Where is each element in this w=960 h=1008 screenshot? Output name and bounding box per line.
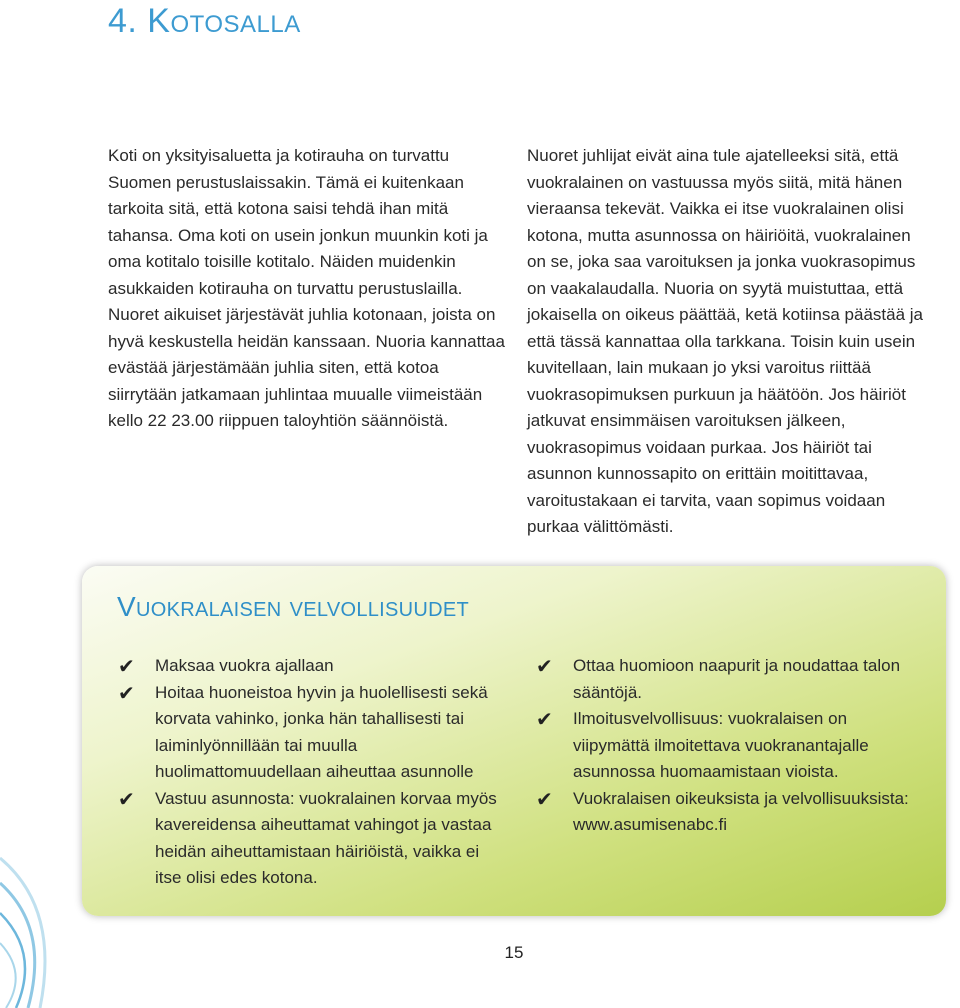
list-item [118, 653, 503, 680]
left-paragraph: Koti on yksityisaluetta ja kotirauha on turvattu Suomen perustuslaissakin. Tämä ei kuitenkaan tarkoita sitä, että kotona saisi tehdä ihan mitä tahansa. Oma koti on usein jonkun muunkin koti ja oma kotitalo toisille kotitalo. Näiden muidenkin asukkaiden kotirauha on turvattu perustuslailla. Nuoret aikuiset järjestävät juhlia kotonaan, joista on hyvä keskustella heidän kanssaan. Nuoria kannattaa evästää järjestämään juhlia siten, että kotoa siirrytään jatkamaan juhlintaa muualle viimeistään kello 22 23.00 riippuen taloyhtiön säännöistä. [108, 146, 505, 430]
list-item-text: Vastuu asunnosta: vuokralainen korvaa myös kavereidensa aiheuttamat vahingot ja vastaa heidän aiheuttamistaan häiriöistä, vaikka ei itse olisi edes kotona. [155, 788, 497, 887]
list-item-text: Ottaa huomioon naapurit ja noudattaa talon sääntöjä. [573, 656, 901, 702]
obligations-list-left [118, 653, 503, 892]
obligations-title: Vuokralaisen velvollisuudet [117, 591, 470, 622]
decorative-curves [0, 818, 90, 1008]
checkmark-icon: ✔ [118, 680, 135, 705]
list-item [118, 786, 503, 892]
right-paragraph: Nuoret juhlijat eivät aina tule ajatelleeksi sitä, että vuokralainen on vastuussa myös siitä, mitä hänen vieraansa tekevät. Vaikka ei itse vuokralainen olisi kotona, mutta asunnossa on häiriöitä, vuokralainen on se, joka saa varoituksen ja jonka vuokrasopimus on vaakalaudalla. Nuoria on syytä muistuttaa, että jokaisella on oikeus päättää, ketä kotiinsa päästää ja että tässä kannattaa olla tarkkana. Toisin kuin usein kuvitellaan, lain mukaan jo yksi varoitus riittää vuokrasopimuksen purkuun ja häätöön. Jos häiriöt jatkuvat ensimmäisen varoituksen jälkeen, vuokrasopimus voidaan purkaa. Jos häiriöt tai asunnon kunnossapito on erittäin moitittavaa, varoitustakaan ei tarvita, vaan sopimus voidaan purkaa välittömästi. [527, 146, 923, 536]
page-number: 15 [504, 943, 524, 962]
list-item [536, 706, 921, 786]
checkmark-icon: ✔ [118, 786, 135, 811]
page-heading: 4. Kotosalla [108, 2, 301, 40]
obligations-list-right [536, 653, 921, 839]
checkmark-icon: ✔ [536, 654, 553, 678]
checkmark-icon: ✔ [536, 786, 553, 811]
checkmark-icon: ✔ [118, 654, 135, 678]
list-item [536, 653, 921, 706]
list-item-text: Vuokralaisen oikeuksista ja velvollisuuksista: www.asumisenabc.fi [573, 788, 909, 834]
checkmark-icon: ✔ [536, 707, 553, 731]
list-item-text: Ilmoitusvelvollisuus: vuokralaisen on viipymättä ilmoitettava vuokranantajalle asunnossa huomaamistaan vioista. [573, 709, 869, 781]
list-item-text: Maksaa vuokra ajallaan [155, 656, 334, 675]
list-item [118, 680, 503, 786]
list-item-text: Hoitaa huoneistoa hyvin ja huolellisesti sekä korvata vahinko, jonka hän tahallisesti tai laiminlyönnillään tai muulla huolimattomuudellaan aiheuttaa asunnolle [155, 682, 488, 781]
list-item [536, 786, 921, 839]
